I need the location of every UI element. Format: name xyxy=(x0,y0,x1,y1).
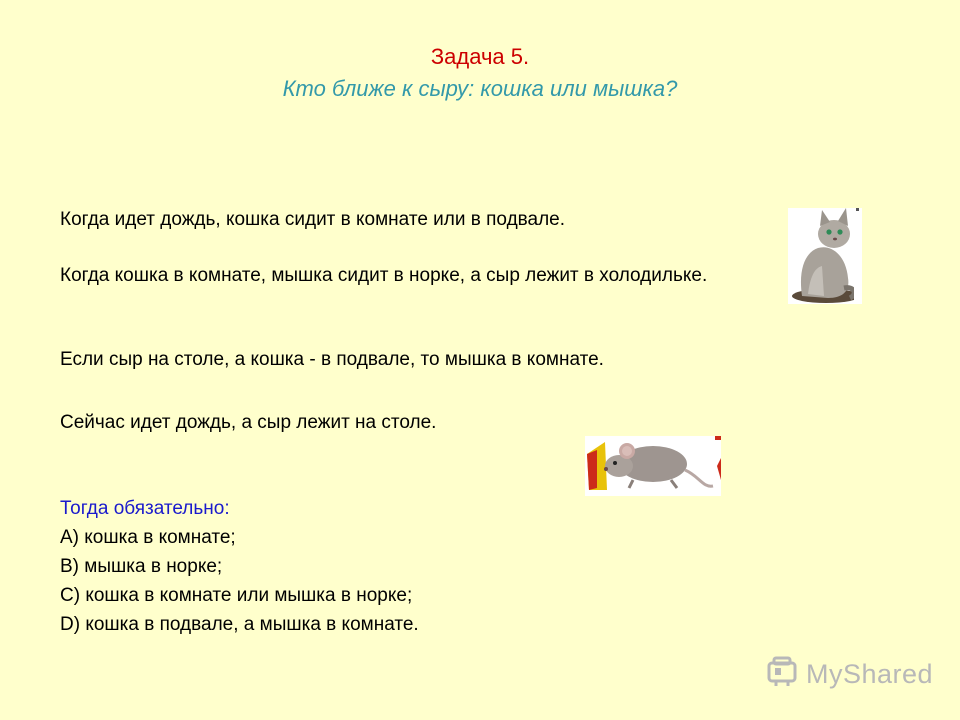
task-question: Кто ближе к сыру: кошка или мышка? xyxy=(282,76,678,101)
answer-option-a: А) кошка в комнате; xyxy=(60,527,236,548)
condition-3: Если сыр на столе, а кошка - в подвале, то мышка в комнате. xyxy=(60,349,604,370)
answer-lead: Тогда обязательно: xyxy=(60,498,230,519)
task-title: Задача 5. xyxy=(430,44,530,69)
condition-1: Когда идет дождь, кошка сидит в комнате или в подвале. xyxy=(60,209,566,230)
answer-block xyxy=(60,494,419,639)
answer-option-b: В) мышка в норке; xyxy=(60,556,223,577)
myshared-logo-text: MyShared xyxy=(806,658,934,689)
myshared-logo xyxy=(766,654,933,694)
condition-4: Сейчас идет дождь, а сыр лежит на столе. xyxy=(60,412,437,433)
condition-2: Когда кошка в комнате, мышка сидит в норке, а сыр лежит в холодильке. xyxy=(60,265,708,286)
cat-illustration xyxy=(788,208,862,304)
myshared-logo-icon xyxy=(766,655,800,694)
answer-option-d: D) кошка в подвале, а мышка в комнате. xyxy=(60,614,419,635)
answer-option-c: С) кошка в комнате или мышка в норке; xyxy=(60,585,413,606)
mouse-cheese-illustration xyxy=(585,436,721,496)
